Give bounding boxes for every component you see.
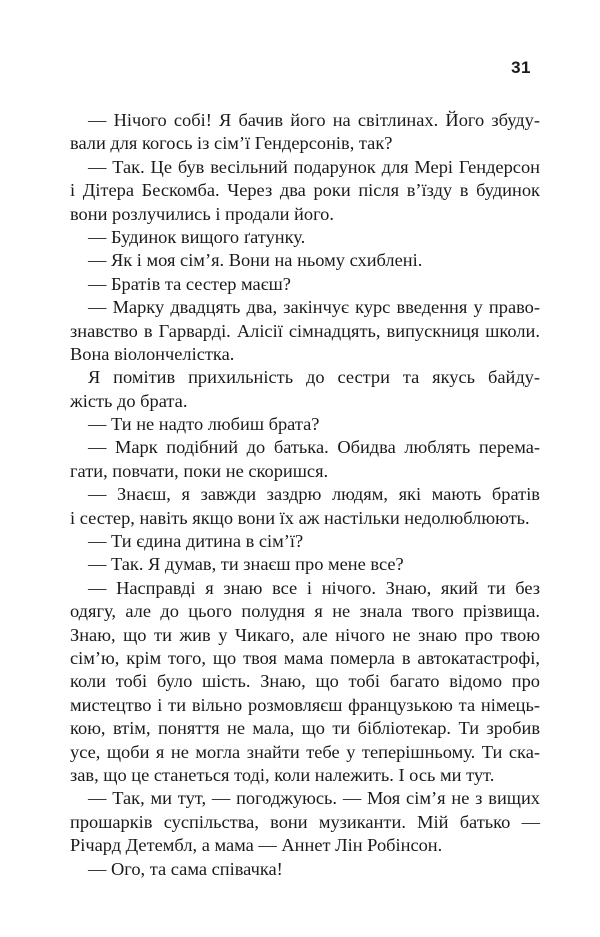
text-line: зав, що це станеться тоді, коли належить. І ось ми тут. <box>70 764 495 785</box>
text-line: — Нічого собі! Я бачив його на світлинах. Його збуду- <box>88 110 540 130</box>
text-line: — Насправді я знаю все і нічого. Знаю, який ти без <box>88 577 540 598</box>
text-line: — Марку двадцять два, закінчує курс введення у право- <box>88 297 540 318</box>
text-line: і сестер, навіть якщо вони їх аж настільки недолюблюють. <box>70 507 530 528</box>
text-line: кою, втім, поняття не мала, що ти бібліотекар. Ти зробив <box>70 718 540 739</box>
text-line: коли тобі було шість. Знаю, що тобі багато відомо про <box>70 671 540 692</box>
text-line: — Марк подібний до батька. Обидва люблять перема- <box>88 437 540 458</box>
text-line: вали для когось із сім’ї Гендерсонів, так? <box>70 133 393 154</box>
text-line: — Як і моя сім’я. Вони на ньому схиблені. <box>88 250 423 271</box>
text-line: прошарків суспільства, вони музиканти. Мій батько — <box>70 811 540 832</box>
text-line: Річард Детембл, а мама — Аннет Лін Робінсон. <box>70 835 443 856</box>
text-line: мистецтво і ти вільно розмовляєш французькою та німець- <box>70 694 540 715</box>
text-line: Я помітив прихильність до сестри та якусь байду- <box>88 367 540 388</box>
text-line: вони розлучились і продали його. <box>70 203 334 224</box>
text-line: усе, щоби я не могла знайти тебе у теперішньому. Ти ска- <box>70 741 540 762</box>
text-line: жість до брата. <box>70 390 188 411</box>
text-line: — Так. Я думав, ти знаєш про мене все? <box>88 554 404 575</box>
text-line: — Ого, та сама співачка! <box>88 858 283 879</box>
text-line: Вона віолончелістка. <box>70 343 235 364</box>
text-line: — Ти єдина дитина в сім’ї? <box>88 531 304 552</box>
text-line: — Знаєш, я завжди заздрю людям, які мають братів <box>88 484 540 505</box>
text-line: одягу, але до цього полудня я не знала твого прізвища. <box>70 601 540 622</box>
text-line: гати, повчати, поки не скоришся. <box>70 460 329 481</box>
text-line: — Братів та сестер маєш? <box>88 273 291 294</box>
text-line: — Так, ми тут, — погоджуюсь. — Моя сім’я не з вищих <box>88 788 540 809</box>
page-text <box>70 109 540 881</box>
text-line: сім’ю, крім того, що твоя мама померла в автокатастрофі, <box>70 647 540 668</box>
text-line: і Дітера Бескомба. Через два роки після в’їзду в будинок <box>70 180 540 201</box>
text-line: — Так. Це був весільний подарунок для Мері Гендерсон <box>88 156 540 177</box>
text-line: знавство в Гарварді. Алісії сімнадцять, випускниця школи. <box>70 320 540 341</box>
text-line: — Ти не надто любиш брата? <box>88 414 320 435</box>
text-line: Знаю, що ти жив у Чикаго, але нічого не знаю про твою <box>70 624 540 645</box>
page-number: 31 <box>511 58 531 77</box>
text-line: — Будинок вищого ґатунку. <box>88 226 306 247</box>
